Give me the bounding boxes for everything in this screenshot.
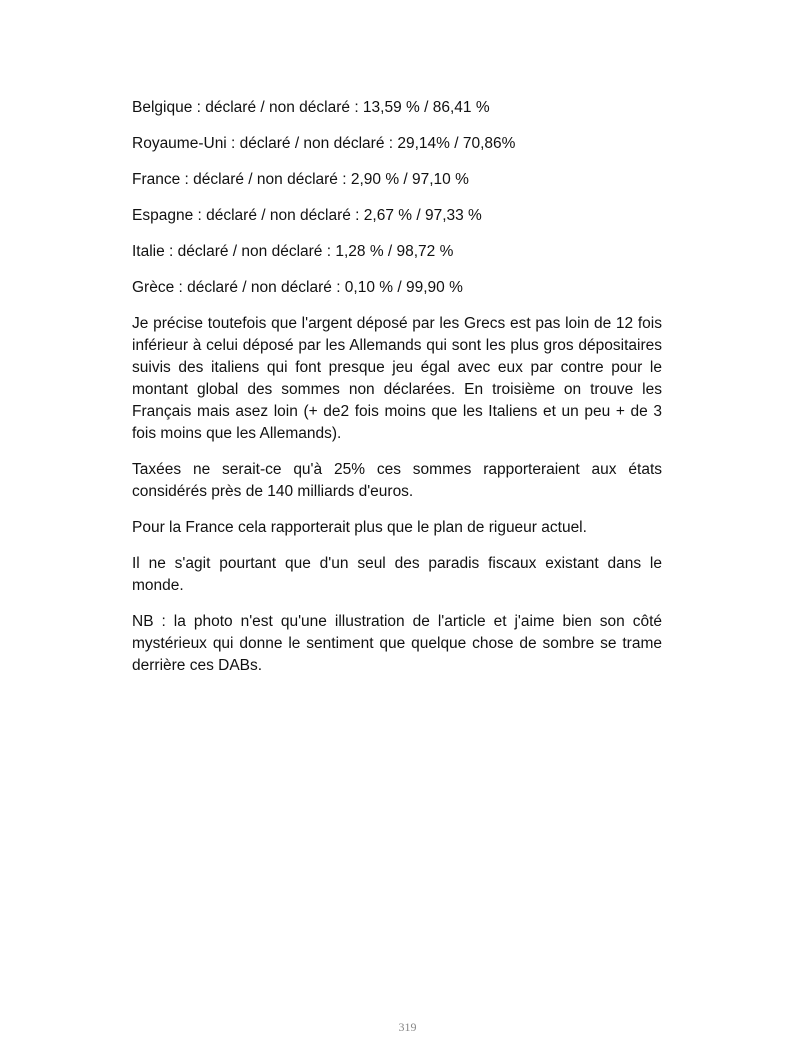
paragraph-taxation: Taxées ne serait-ce qu'à 25% ces sommes rapporteraient aux états considérés près de 140 milliards d'euros.	[132, 461, 662, 500]
stat-line-royaume-uni: Royaume-Uni : déclaré / non déclaré : 29,14% / 70,86%	[132, 135, 516, 152]
stat-line-grece: Grèce : déclaré / non déclaré : 0,10 % / 99,90 %	[132, 279, 463, 296]
paragraph-paradis-fiscaux: Il ne s'agit pourtant que d'un seul des paradis fiscaux existant dans le monde.	[132, 555, 662, 594]
paragraph-france-rigueur: Pour la France cela rapporterait plus que le plan de rigueur actuel.	[132, 519, 587, 536]
paragraph-nb-photo: NB : la photo n'est qu'une illustration de l'article et j'aime bien son côté mystérieux qui donne le sentiment que quelque chose de sombre se trame derrière ces DABs.	[132, 613, 662, 674]
stat-line-belgique: Belgique : déclaré / non déclaré : 13,59 % / 86,41 %	[132, 99, 490, 116]
paragraph-depots-comparaison: Je précise toutefois que l'argent déposé par les Grecs est pas loin de 12 fois inférieur à celui déposé par les Allemands qui sont les plus gros dépositaires suivis des italiens qui font presque jeu égal avec eux par contre pour le montant global des sommes non déclarées. En troisième on trouve les Français mais asez loin (+ de2 fois moins que les Italiens et un peu + de 3 fois moins que les Allemands).	[132, 315, 662, 442]
stat-line-espagne: Espagne : déclaré / non déclaré : 2,67 % / 97,33 %	[132, 207, 482, 224]
stat-line-italie: Italie : déclaré / non déclaré : 1,28 % / 98,72 %	[132, 243, 454, 260]
page-number: 319	[398, 1020, 417, 1034]
page-body	[132, 97, 662, 691]
stat-line-france: France : déclaré / non déclaré : 2,90 % / 97,10 %	[132, 171, 469, 188]
